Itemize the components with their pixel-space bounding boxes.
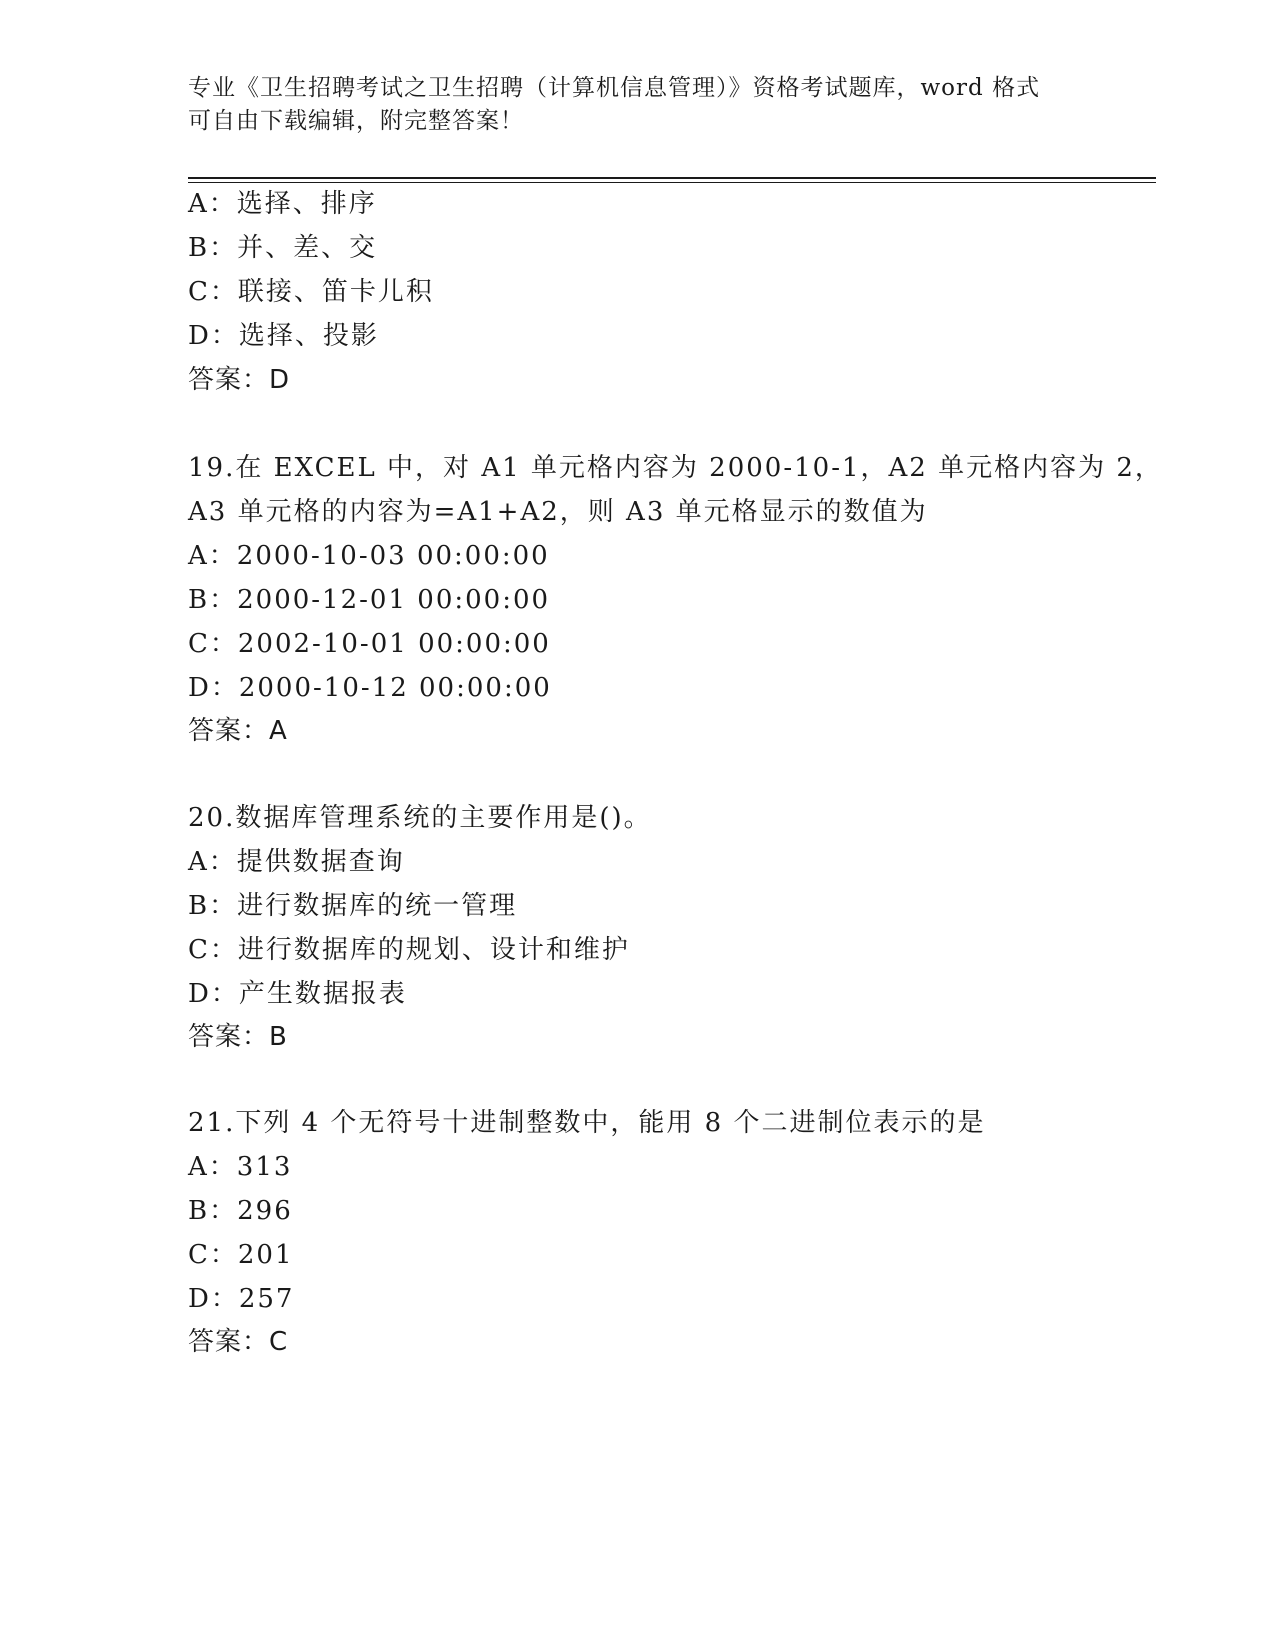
q21-answer: 答案：C [188, 1327, 289, 1357]
q20-option-a: A：提供数据查询 [188, 847, 405, 877]
q20-answer: 答案：B [188, 1022, 288, 1052]
q19-option-b: B：2000-12-01 00:00:00 [188, 585, 551, 615]
q21-option-b: B：296 [188, 1196, 293, 1226]
q20-option-d: D：产生数据报表 [188, 979, 407, 1009]
header-divider-thin [188, 182, 1156, 183]
q20-option-c: C：进行数据库的规划、设计和维护 [188, 935, 630, 965]
q18-option-a: A：选择、排序 [188, 189, 377, 219]
q18-option-b: B：并、差、交 [188, 233, 378, 263]
q21-option-d: D：257 [188, 1284, 295, 1314]
q20-stem: 20.数据库管理系统的主要作用是()。 [188, 803, 652, 833]
document-header [188, 72, 1068, 138]
q19-option-d: D：2000-10-12 00:00:00 [188, 673, 552, 703]
q19-option-a: A：2000-10-03 00:00:00 [188, 541, 550, 571]
q19-stem-line-1: 19.在 EXCEL 中，对 A1 单元格内容为 2000-10-1，A2 单元格内容为 2， [188, 453, 1163, 483]
q18-answer: 答案：D [188, 365, 291, 395]
q19-answer: 答案：A [188, 716, 288, 746]
q19-stem-line-2: A3 单元格的内容为=A1+A2，则 A3 单元格显示的数值为 [188, 497, 928, 527]
q20-option-b: B：进行数据库的统一管理 [188, 891, 518, 921]
header-divider-thick [188, 177, 1156, 179]
q21-option-c: C：201 [188, 1240, 294, 1270]
q18-option-c: C：联接、笛卡儿积 [188, 277, 434, 307]
header-line-2: 可自由下载编辑，附完整答案！ [188, 108, 524, 134]
header-line-1: 专业《卫生招聘考试之卫生招聘（计算机信息管理）》资格考试题库，word 格式 [188, 75, 1041, 101]
q18-option-d: D：选择、投影 [188, 321, 379, 351]
q19-option-c: C：2002-10-01 00:00:00 [188, 629, 551, 659]
q21-stem: 21.下列 4 个无符号十进制整数中，能用 8 个二进制位表示的是 [188, 1108, 986, 1138]
q21-option-a: A：313 [188, 1152, 293, 1182]
